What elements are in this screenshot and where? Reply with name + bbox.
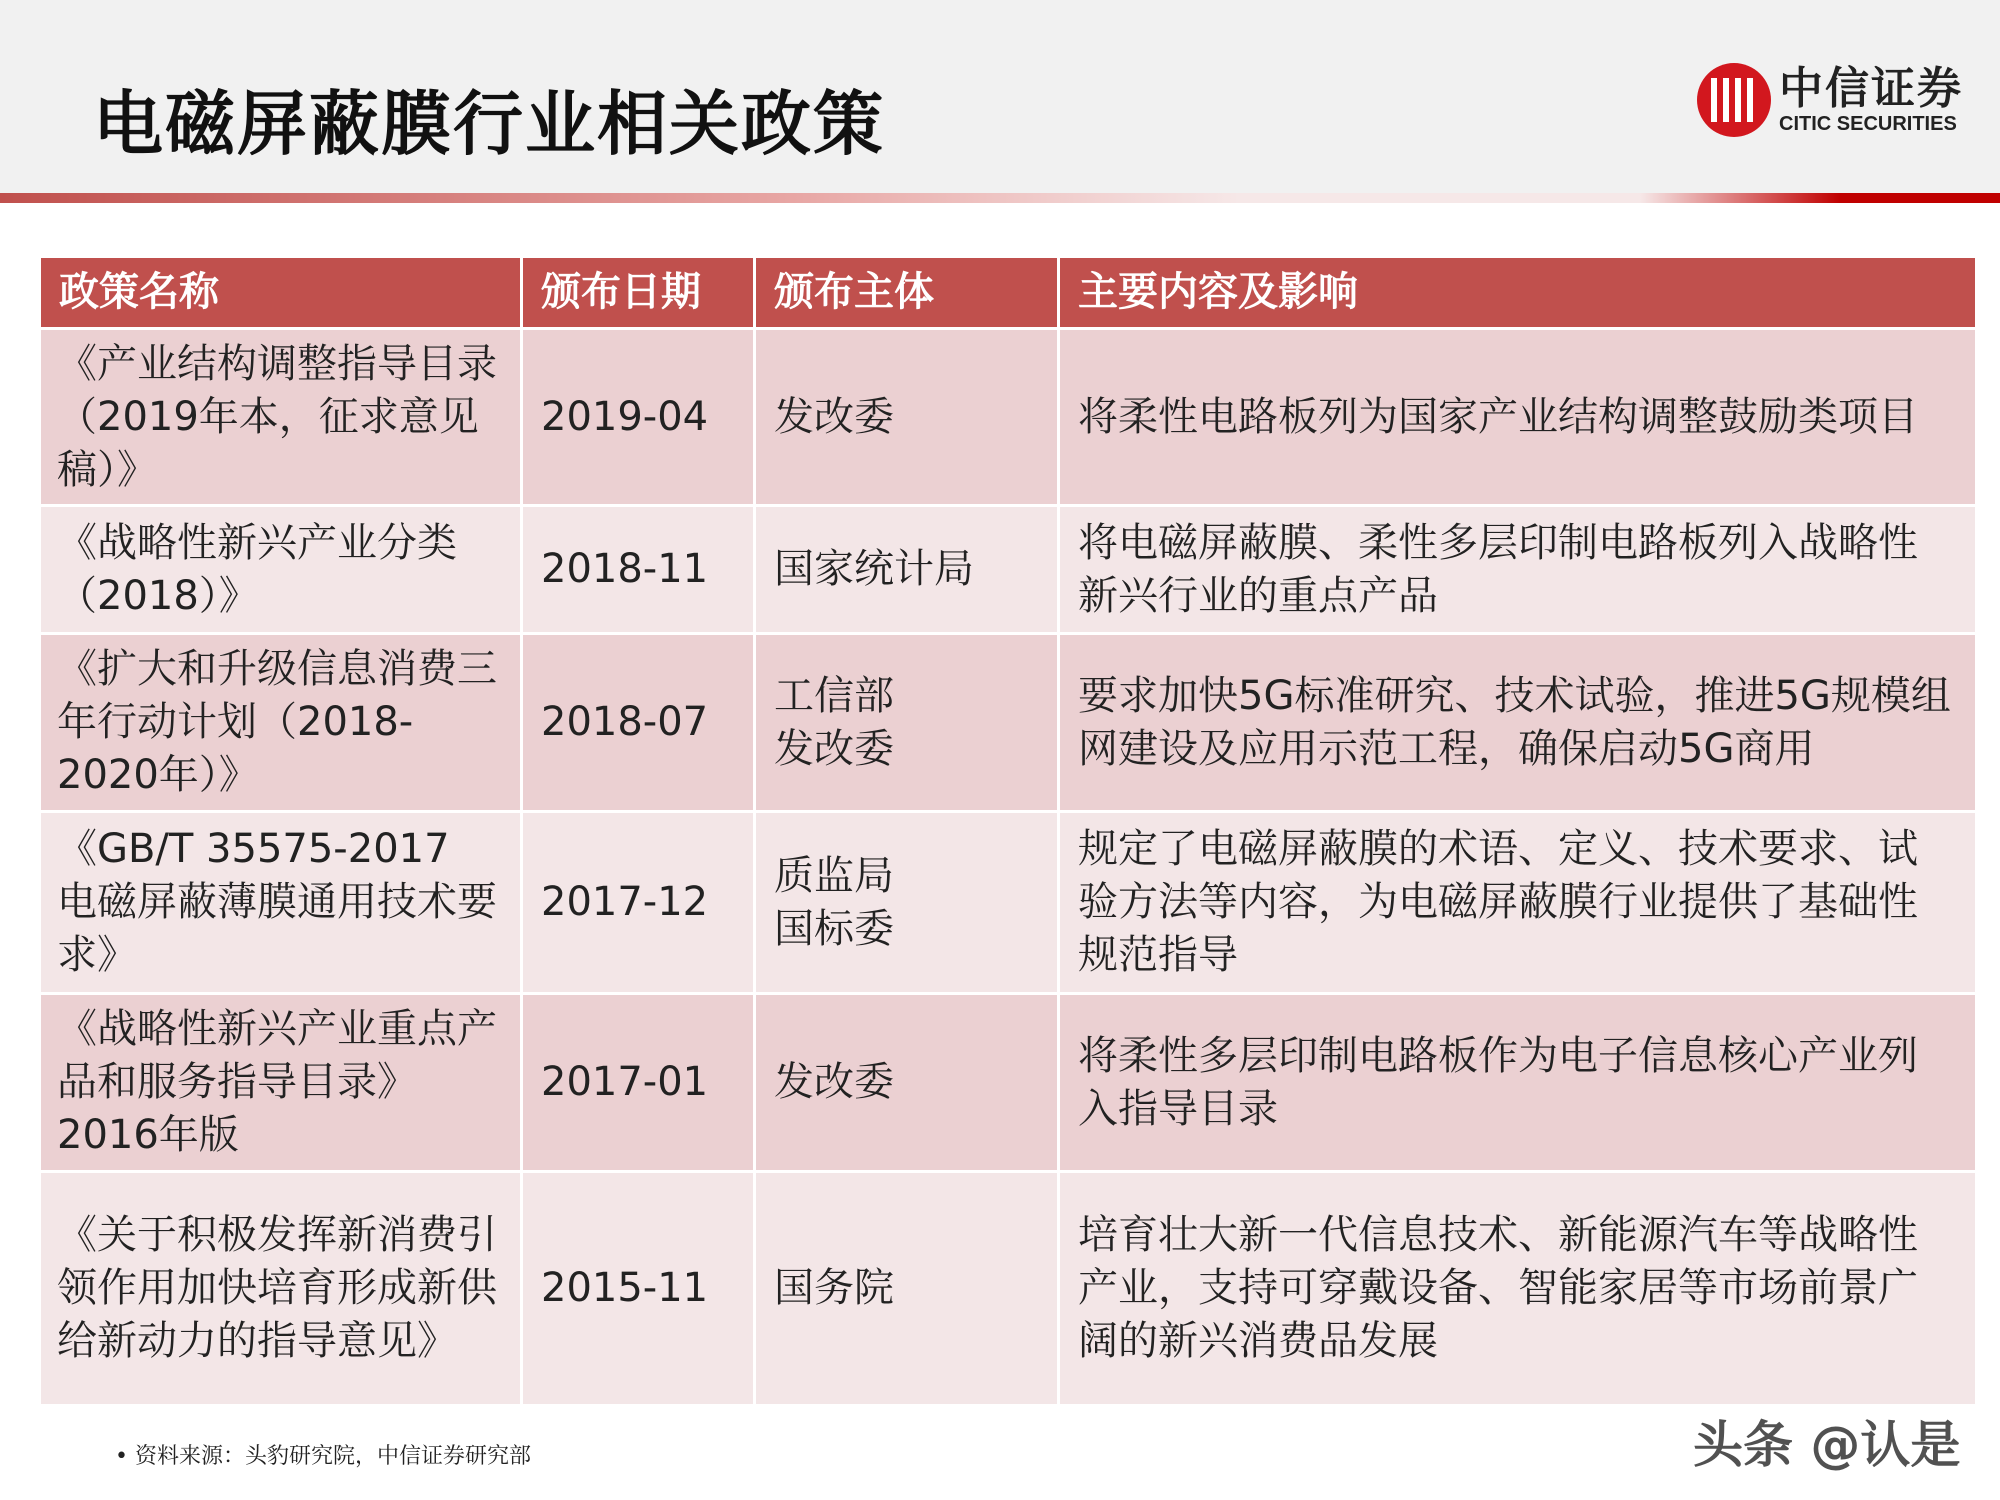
policy-table	[38, 255, 1978, 1407]
table-row	[40, 812, 1977, 994]
watermark: 头条 @认是	[1693, 1416, 1961, 1474]
cell-content: 将柔性电路板列为国家产业结构调整鼓励类项目	[1059, 329, 1977, 506]
cell-name: 《产业结构调整指导目录（2019年本，征求意见稿）》	[40, 329, 522, 506]
cell-content: 将电磁屏蔽膜、柔性多层印制电路板列入战略性新兴行业的重点产品	[1059, 506, 1977, 634]
logo-en: CITIC SECURITIES	[1779, 113, 1957, 135]
page-title: 电磁屏蔽膜行业相关政策	[93, 83, 885, 165]
cell-date: 2017-12	[522, 812, 755, 994]
cell-name: 《战略性新兴产业重点产品和服务指导目录》2016年版	[40, 994, 522, 1172]
table-row	[40, 506, 1977, 634]
citic-logo	[1697, 63, 1963, 137]
cell-content: 规定了电磁屏蔽膜的术语、定义、技术要求、试验方法等内容，为电磁屏蔽膜行业提供了基础性规范指导	[1059, 812, 1977, 994]
col-header-issuer: 颁布主体	[755, 257, 1059, 329]
cell-date: 2018-11	[522, 506, 755, 634]
cell-name: 《扩大和升级信息消费三年行动计划（2018-2020年）》	[40, 634, 522, 812]
cell-name: 《GB/T 35575-2017 电磁屏蔽薄膜通用技术要求》	[40, 812, 522, 994]
col-header-content: 主要内容及影响	[1059, 257, 1977, 329]
logo-cn: 中信证券	[1779, 63, 1963, 114]
cell-date: 2015-11	[522, 1172, 755, 1406]
cell-issuer: 国家统计局	[755, 506, 1059, 634]
cell-name: 《关于积极发挥新消费引领作用加快培育形成新供给新动力的指导意见》	[40, 1172, 522, 1406]
table-row	[40, 634, 1977, 812]
source-note: • 资料来源：头豹研究院，中信证券研究部	[115, 1444, 531, 1469]
table-row	[40, 329, 1977, 506]
divider-bar	[0, 193, 2000, 203]
cell-issuer: 发改委	[755, 329, 1059, 506]
cell-issuer: 工信部 发改委	[755, 634, 1059, 812]
cell-content: 培育壮大新一代信息技术、新能源汽车等战略性产业，支持可穿戴设备、智能家居等市场前景广阔的新兴消费品发展	[1059, 1172, 1977, 1406]
cell-issuer: 质监局 国标委	[755, 812, 1059, 994]
cell-date: 2018-07	[522, 634, 755, 812]
cell-content: 将柔性多层印制电路板作为电子信息核心产业列入指导目录	[1059, 994, 1977, 1172]
col-header-name: 政策名称	[40, 257, 522, 329]
col-header-date: 颁布日期	[522, 257, 755, 329]
table-header-row	[40, 257, 1977, 329]
cell-date: 2017-01	[522, 994, 755, 1172]
table-row	[40, 1172, 1977, 1406]
cell-issuer: 发改委	[755, 994, 1059, 1172]
cell-issuer: 国务院	[755, 1172, 1059, 1406]
cell-date: 2019-04	[522, 329, 755, 506]
table-row	[40, 994, 1977, 1172]
citic-emblem-icon	[1697, 63, 1771, 137]
cell-content: 要求加快5G标准研究、技术试验，推进5G规模组网建设及应用示范工程，确保启动5G商用	[1059, 634, 1977, 812]
cell-name: 《战略性新兴产业分类（2018）》	[40, 506, 522, 634]
